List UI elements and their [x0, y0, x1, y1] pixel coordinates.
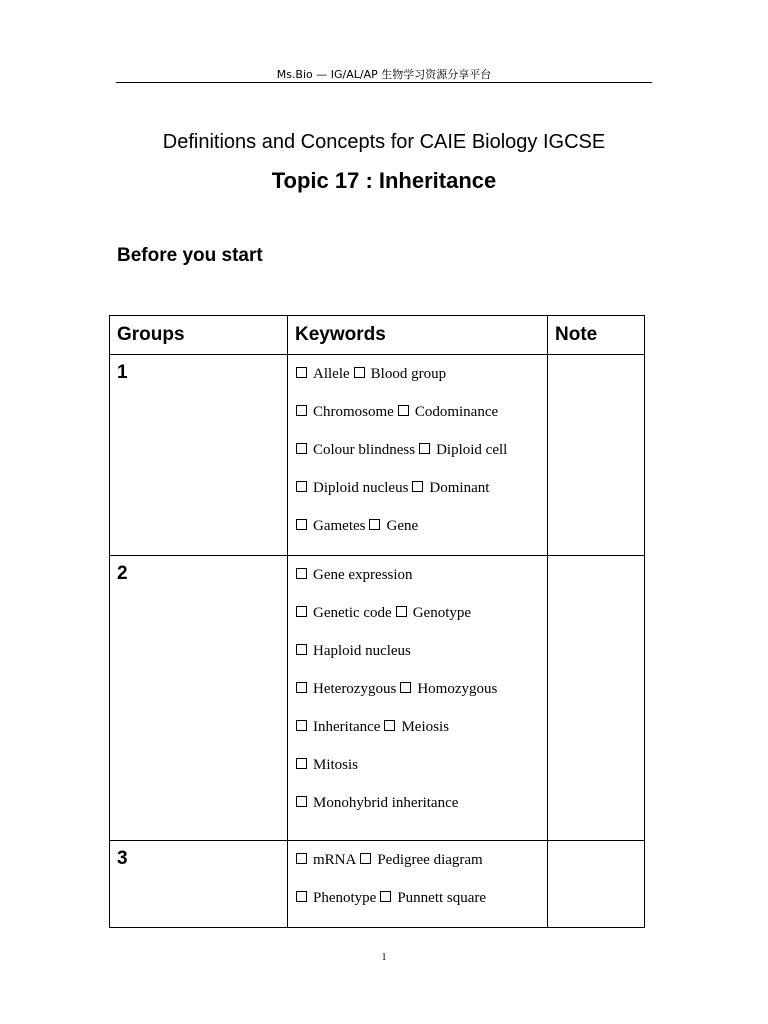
keyword-label: mRNA — [313, 852, 357, 868]
keyword-item[interactable] — [380, 889, 486, 907]
keyword-line — [296, 889, 547, 927]
keyword-item[interactable] — [296, 403, 394, 421]
keyword-line — [296, 642, 547, 680]
keyword-item[interactable] — [296, 794, 458, 812]
keyword-item[interactable] — [360, 851, 482, 869]
note-cell[interactable] — [548, 841, 645, 928]
keywords-cell — [288, 841, 548, 928]
keyword-label: Heterozygous — [313, 681, 397, 697]
keyword-line — [296, 718, 547, 756]
checkbox-icon[interactable] — [354, 367, 365, 378]
keyword-item[interactable] — [296, 566, 413, 584]
keyword-label: Genotype — [412, 605, 472, 621]
keyword-label: Punnett square — [397, 890, 487, 906]
checkbox-icon[interactable] — [412, 481, 423, 492]
keyword-line — [296, 794, 547, 832]
keyword-label: Monohybrid inheritance — [313, 795, 459, 811]
keyword-item[interactable] — [296, 441, 415, 459]
keyword-item[interactable] — [384, 718, 449, 736]
keyword-item[interactable] — [296, 851, 356, 869]
keyword-item[interactable] — [296, 479, 408, 497]
checkbox-icon[interactable] — [296, 720, 307, 731]
keyword-label: Diploid cell — [436, 442, 508, 458]
keyword-item[interactable] — [398, 403, 498, 421]
document-title: Definitions and Concepts for CAIE Biology IGCSE — [162, 131, 606, 153]
note-header: Note — [548, 316, 645, 355]
keyword-label: Dominant — [429, 480, 490, 496]
table-body — [110, 355, 645, 928]
keyword-label: Diploid nucleus — [313, 480, 409, 496]
page-header: Ms.Bio — IG/AL/AP 生物学习资源分享平台 — [276, 68, 492, 81]
keyword-label: Pedigree diagram — [377, 852, 483, 868]
keyword-line — [296, 441, 547, 479]
checkbox-icon[interactable] — [296, 481, 307, 492]
checkbox-icon[interactable] — [296, 367, 307, 378]
keyword-label: Meiosis — [401, 719, 449, 735]
checkbox-icon[interactable] — [296, 519, 307, 530]
group-number: 3 — [110, 841, 288, 928]
checkbox-icon[interactable] — [296, 443, 307, 454]
checkbox-icon[interactable] — [380, 891, 391, 902]
groups-header: Groups — [110, 316, 288, 355]
checkbox-icon[interactable] — [296, 405, 307, 416]
table-header-row — [110, 316, 645, 355]
keyword-item[interactable] — [296, 517, 365, 535]
keyword-label: Allele — [313, 366, 350, 382]
checkbox-icon[interactable] — [296, 568, 307, 579]
keyword-label: Gametes — [313, 518, 366, 534]
keyword-line — [296, 479, 547, 517]
keyword-item[interactable] — [369, 517, 418, 535]
keyword-item[interactable] — [400, 680, 497, 698]
checkbox-icon[interactable] — [384, 720, 395, 731]
keyword-item[interactable] — [396, 604, 471, 622]
checkbox-icon[interactable] — [398, 405, 409, 416]
checkbox-icon[interactable] — [296, 853, 307, 864]
keyword-label: Gene — [386, 518, 419, 534]
keyword-item[interactable] — [354, 365, 446, 383]
keyword-label: Haploid nucleus — [313, 643, 411, 659]
keyword-item[interactable] — [296, 642, 411, 660]
keyword-label: Phenotype — [313, 890, 377, 906]
keyword-label: Gene expression — [313, 567, 413, 583]
keyword-line — [296, 403, 547, 441]
keywords-cell — [288, 556, 548, 841]
table-row — [110, 355, 645, 556]
keyword-item[interactable] — [412, 479, 489, 497]
topic-title: Topic 17 : Inheritance — [271, 168, 497, 193]
keyword-label: Genetic code — [313, 605, 392, 621]
section-heading: Before you start — [117, 245, 263, 266]
checkbox-icon[interactable] — [419, 443, 430, 454]
table-row — [110, 841, 645, 928]
keyword-item[interactable] — [296, 365, 350, 383]
checkbox-icon[interactable] — [296, 606, 307, 617]
keyword-item[interactable] — [296, 604, 392, 622]
keyword-label: Colour blindness — [313, 442, 416, 458]
keyword-line — [296, 566, 547, 604]
checkbox-icon[interactable] — [296, 644, 307, 655]
keyword-label: Mitosis — [313, 757, 359, 773]
checkbox-icon[interactable] — [360, 853, 371, 864]
checkbox-icon[interactable] — [396, 606, 407, 617]
header-rule — [116, 82, 652, 83]
page-number: 1 — [381, 952, 387, 963]
keyword-label: Inheritance — [313, 719, 381, 735]
keyword-line — [296, 851, 547, 889]
keyword-label: Homozygous — [417, 681, 498, 697]
group-number: 1 — [110, 355, 288, 556]
keywords-cell — [288, 355, 548, 556]
note-cell[interactable] — [548, 556, 645, 841]
keyword-item[interactable] — [296, 756, 358, 774]
keyword-line — [296, 517, 547, 555]
keyword-line — [296, 756, 547, 794]
checkbox-icon[interactable] — [296, 891, 307, 902]
checkbox-icon[interactable] — [400, 682, 411, 693]
keyword-label: Blood group — [370, 366, 447, 382]
checkbox-icon[interactable] — [369, 519, 380, 530]
keyword-item[interactable] — [296, 680, 396, 698]
keyword-line — [296, 604, 547, 642]
keyword-item[interactable] — [419, 441, 507, 459]
keyword-item[interactable] — [296, 718, 380, 736]
keyword-label: Chromosome — [313, 404, 394, 420]
table-row — [110, 556, 645, 841]
group-number: 2 — [110, 556, 288, 841]
keyword-line — [296, 365, 547, 403]
checkbox-icon[interactable] — [296, 682, 307, 693]
keyword-line — [296, 680, 547, 718]
checkbox-icon[interactable] — [296, 796, 307, 807]
keywords-header: Keywords — [288, 316, 548, 355]
keyword-item[interactable] — [296, 889, 376, 907]
note-cell[interactable] — [548, 355, 645, 556]
keywords-table — [109, 315, 645, 928]
checkbox-icon[interactable] — [296, 758, 307, 769]
keyword-label: Codominance — [414, 404, 499, 420]
